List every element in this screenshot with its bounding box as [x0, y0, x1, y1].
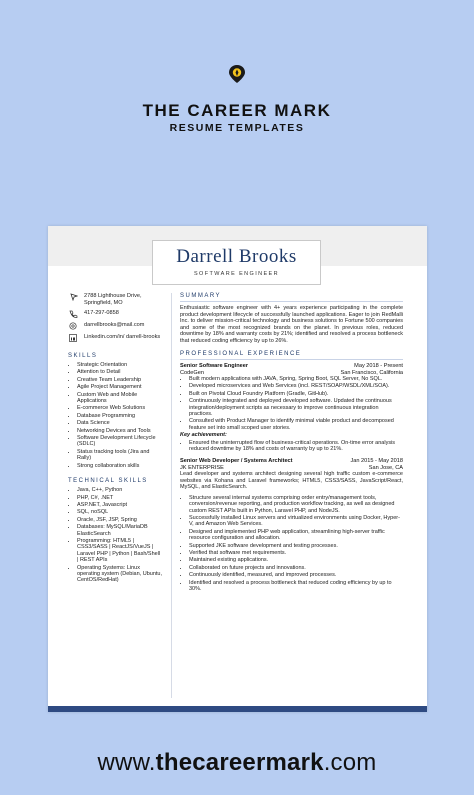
list-item: • Networking Devices and Tools — [77, 428, 163, 434]
list-item: • Status tracking tools (Jira and Rally) — [77, 449, 163, 462]
list-item: • Continuously integrated and deployed developed software. Updated the continuous integration/deployment scripts as necessary to improve continuous integration practices. — [189, 398, 403, 417]
url-suffix: .com — [323, 749, 377, 776]
job-location: San Francisco, California — [340, 369, 403, 376]
job-dates: May 2018 - Present — [354, 363, 403, 369]
list-item: • Strong collaboration skills — [77, 463, 163, 469]
list-item: • Continuously identified, measured, and improved processes. — [189, 572, 403, 578]
technical-skills-list — [68, 487, 163, 584]
list-item: • Consulted with Product Manager to identify minimal viable product and decomposed feature set into small scoped user stories. — [189, 418, 403, 431]
list-item: • Databases: MySQL/MariaDB ElasticSearch — [77, 524, 163, 537]
contact-email — [68, 322, 163, 330]
list-item: • Verified that software met requirements. — [189, 550, 403, 556]
list-item: • Supported JKE software development and testing processes. — [189, 543, 403, 549]
list-item: • Java, C++, Python — [77, 487, 163, 493]
summary-text: Enthusiastic software engineer with 4+ years experience participating in the complete product development lifecycle of successfully launched applications. Eager to join RedMalli Inc. to deliver mission-critical technology and business solutions to Fortune 500 companies and some of the most recognized brands on the planet. In previous roles, reduced downtime by 18% and warranty costs by 21%; identified and resolved a process bottleneck that reduced coding efficiency by up to 26%. — [180, 305, 403, 344]
skills-heading: SKILLS — [68, 353, 98, 359]
list-item: • Software Development Lifecycle (SDLC) — [77, 435, 163, 448]
list-item: • Oracle, JSF, JSP, Spring — [77, 517, 163, 523]
job-title: Senior Software Engineer — [180, 363, 249, 369]
job-entry — [180, 458, 403, 592]
list-item: • Creative Team Leadership — [77, 377, 163, 383]
list-item: • Developed microservices and Web Services (incl. REST/SOAP/WSDL/XML/SOA). — [189, 383, 403, 389]
url-prefix: www. — [97, 749, 156, 776]
list-item: • Designed and implemented PHP web application, streamlining high-server traffic resource configuration and allocation. — [189, 529, 403, 542]
list-item: • Strategic Orientation — [77, 362, 163, 368]
job-location: San Jose, CA — [368, 464, 403, 471]
list-item: • Collaborated on future projects and innovations. — [189, 565, 403, 571]
candidate-name: Darrell Brooks — [176, 246, 297, 267]
contact-phone — [68, 310, 163, 318]
job-bullets — [180, 376, 403, 431]
resume-preview — [48, 226, 427, 712]
job-bullets — [180, 495, 403, 593]
list-item: • SQL, noSQL — [77, 509, 163, 515]
candidate-role: SOFTWARE ENGINEER — [193, 271, 280, 277]
list-item: • E-commerce Web Solutions — [77, 405, 163, 411]
left-column — [68, 293, 163, 585]
website-url[interactable] — [0, 749, 474, 777]
list-item: • PHP, C#, .NET — [77, 495, 163, 501]
list-item: • Programming: HTML5 | CSS3/SASS | ReactJS/VueJS | Laravel PHP | Python | Bash/Shell | REST APIs — [77, 538, 163, 564]
list-item: • Operating Systems: Linux operating system (Debian, Ubuntu, CentOS/RedHat) — [77, 565, 163, 584]
brand-subtitle: RESUME TEMPLATES — [169, 122, 305, 134]
contact-linkedin — [68, 334, 163, 342]
phone-icon — [68, 310, 78, 318]
summary-heading: SUMMARY — [180, 293, 403, 302]
list-item: • Built modern applications with JAVA, Spring, Spring Boot, SQL Server, No SQL. — [189, 376, 403, 382]
job-dates: Jan 2015 - May 2018 — [350, 458, 403, 465]
list-item: • Successfully installed Linux servers and virtualized environments using Docker, Hyper-V, and Amazon Web Services. — [189, 515, 403, 528]
list-item: • Attention to Detail — [77, 369, 163, 375]
job-company: CodeGen — [180, 369, 204, 376]
map-pin-logo-icon — [227, 64, 247, 84]
list-item: • Agile Project Management — [77, 384, 163, 390]
linkedin-icon — [68, 334, 78, 342]
list-item: • Ensured the uninterrupted flow of business-critical operations. On-time error analysis reduced downtime by 18% and costs of warranty by up to 21%. — [189, 440, 403, 453]
list-item: • Database Programming — [77, 413, 163, 419]
email-icon — [68, 322, 78, 330]
location-icon — [68, 293, 78, 301]
list-item: • Built on Pivotal Cloud Foundry Platform (Gradle, GitHub). — [189, 391, 403, 397]
list-item: • ASP.NET, Javascript — [77, 502, 163, 508]
contact-address — [68, 293, 163, 306]
job-description: Lead developer and systems architect designing several high traffic custom e-commerce websites via Kohana and Laravel frameworks; HTML5, CSS3/SASS, JavaScript/React, MySQL, and ElasticSearch. — [180, 471, 403, 491]
list-item: • Maintained existing applications. — [189, 557, 403, 563]
job-entry — [180, 363, 403, 452]
list-item: • Custom Web and Mobile Applications — [77, 392, 163, 405]
contact-phone-text: 417-297-0858 — [84, 310, 119, 316]
column-divider — [171, 293, 172, 698]
list-item: • Structure several internal systems comprising order entry/management tools, conversion/revenue reporting, and production workflow tracking, as well as designed custom REST APIs built in Python, Laravel PHP, and NodeJS. — [189, 495, 403, 514]
summary-section — [180, 305, 403, 344]
achievement-bullets — [180, 440, 403, 453]
contact-linkedin-text[interactable]: Linkedin.com/in/ darrell-brooks — [84, 334, 161, 340]
right-column — [180, 293, 403, 598]
brand-title: THE CAREER MARK — [142, 101, 332, 120]
job-company: JK ENTERPRISE — [180, 464, 224, 471]
contact-email-text[interactable]: darrellbrooks@mail.com — [84, 322, 145, 328]
experience-heading: PROFESSIONAL EXPERIENCE — [180, 351, 403, 360]
name-box — [152, 240, 321, 285]
job-title: Senior Web Developer / Systems Architect — [180, 458, 293, 465]
list-item: • Data Science — [77, 420, 163, 426]
contact-address-text: 2788 Lighthouse Drive, Springfield, MO — [84, 293, 142, 306]
skills-list — [68, 362, 163, 469]
bottom-accent-bar — [48, 706, 427, 712]
list-item: • Identified and resolved a process bottleneck that reduced coding efficiency by up to 30%. — [189, 580, 403, 593]
key-achievement-label: Key achievement: — [180, 432, 227, 439]
url-domain: thecareermark — [155, 749, 324, 776]
technical-skills-heading: TECHNICAL SKILLS — [68, 478, 148, 485]
